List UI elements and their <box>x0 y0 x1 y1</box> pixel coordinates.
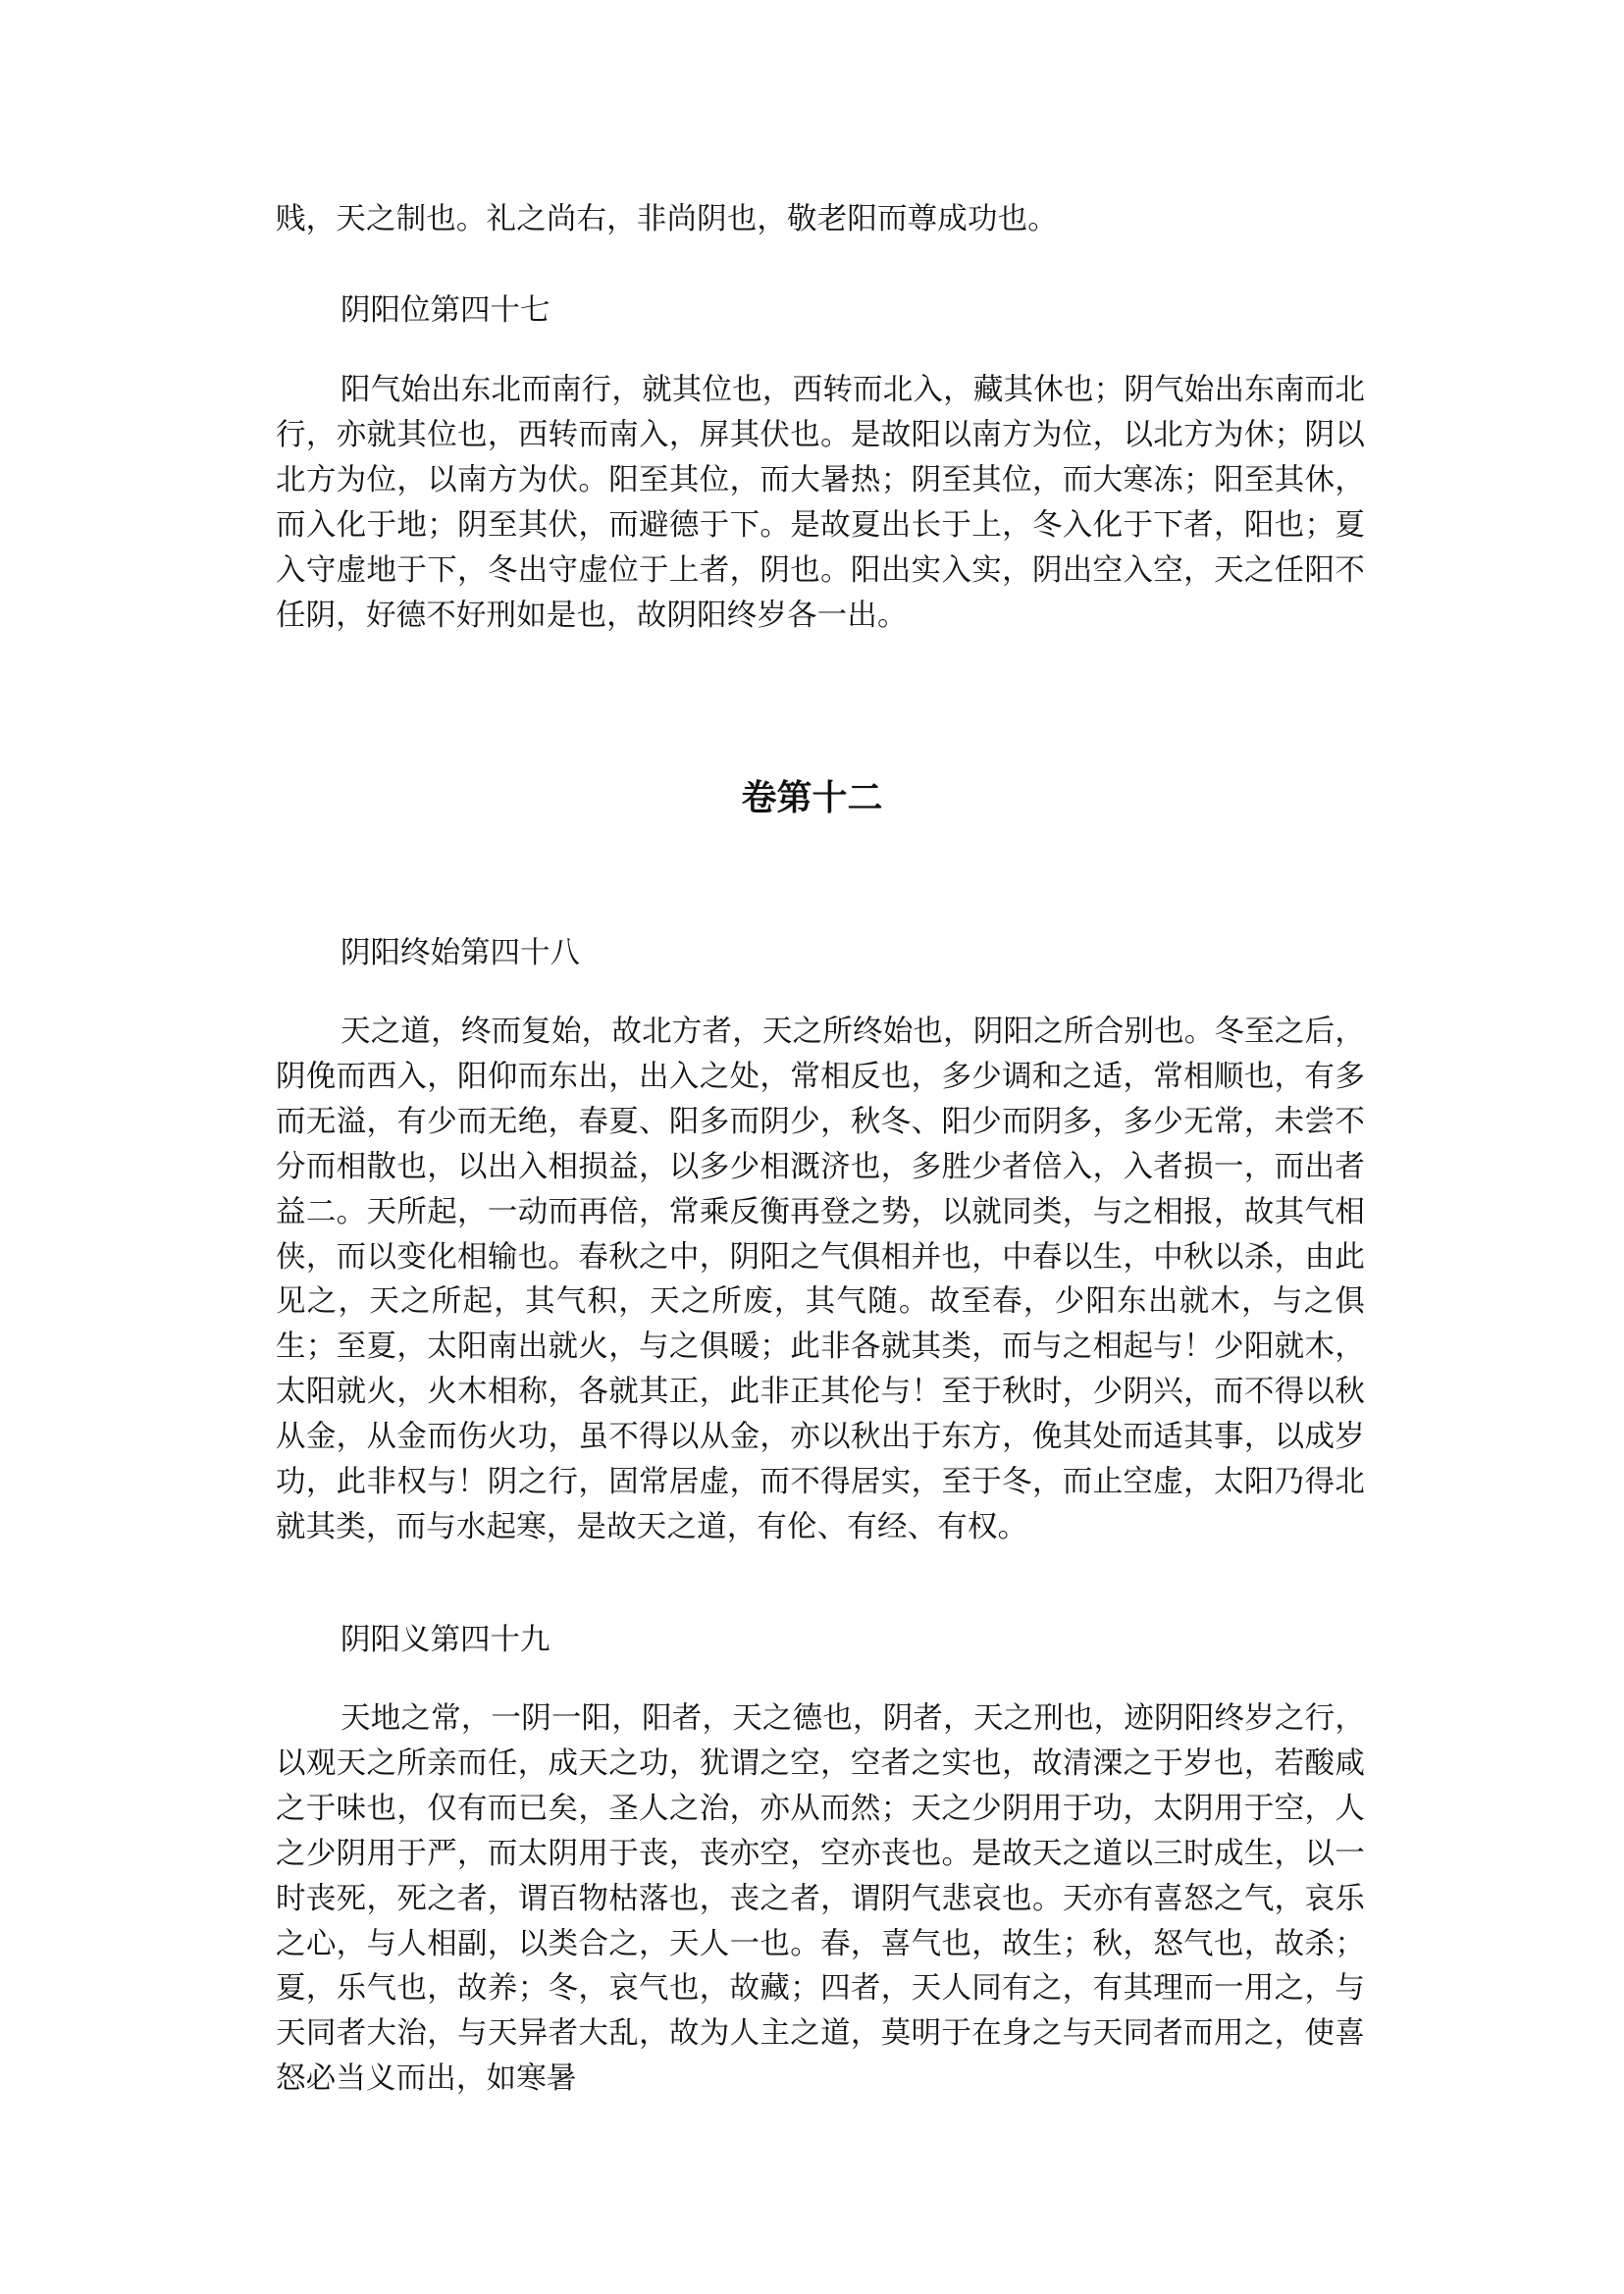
continued-paragraph-block <box>276 197 1365 242</box>
section-body-48: 天之道，终而复始，故北方者，天之所终始也，阴阳之所合别也。冬至之后，阴俛而西入，阳仰而东出，出入之处，常相反也，多少调和之适，常相顺也，有多而无溢，有少而无绝，春夏、阳多而阴少，秋冬、阳少而阴多，多少无常，未尝不分而相散也，以出入相损益，以多少相溉济也，多胜少者倍入，入者损一，而出者益二。天所起，一动而再倍，常乘反衡再登之势，以就同类，与之相报，故其气相侠，而以变化相输也。春秋之中，阴阳之气俱相并也，中春以生，中秋以杀，由此见之，天之所起，其气积，天之所废，其气随。故至春，少阳东出就木，与之俱生；至夏，太阳南出就火，与之俱暖；此非各就其类，而与之相起与！少阳就木，太阳就火，火木相称，各就其正，此非正其伦与！至于秋时，少阴兴，而不得以秋从金，从金而伤火功，虽不得以从金，亦以秋出于东方，俛其处而适其事，以成岁功，此非权与！阴之行，固常居虚，而不得居实，至于冬，而止空虚，太阳乃得北就其类，而与水起寒，是故天之道，有伦、有经、有权。 <box>276 1015 1365 1544</box>
section-title-49: 阴阳义第四十九 <box>341 1623 550 1657</box>
section-49-body-block <box>276 1696 1365 2102</box>
continued-paragraph: 贱，天之制也。礼之尚右，非尚阴也，敬老阳而尊成功也。 <box>276 202 1058 236</box>
section-title-48: 阴阳终始第四十八 <box>341 936 580 970</box>
section-body-47: 阳气始出东北而南行，就其位也，西转而北入，藏其休也；阴气始出东南而北行，亦就其位也，西转而南入，屏其伏也。是故阳以南方为位，以北方为休；阴以北方为位，以南方为伏。阳至其位，而大暑热；阴至其位，而大寒冻；阳至其休，而入化于地；阴至其伏，而避德于下。是故夏出长于上，冬入化于下者，阳也；夏入守虚地于下，冬出守虚位于上者，阴也。阳出实入实，阴出空入空，天之任阳不任阴，好德不好刑如是也，故阴阳终岁各一出。 <box>276 373 1365 633</box>
section-47-body-block <box>276 368 1365 638</box>
section-48-title-block <box>276 931 1365 976</box>
section-48-body-block <box>276 1010 1365 1550</box>
section-body-49: 天地之常，一阴一阳，阳者，天之德也，阴者，天之刑也，迹阴阳终岁之行，以观天之所亲而任，成天之功，犹谓之空，空者之实也，故清溧之于岁也，若酸咸之于味也，仅有而已矣，圣人之治，亦从而然；天之少阴用于功，太阴用于空，人之少阴用于严，而太阴用于丧，丧亦空，空亦丧也。是故天之道以三时成生，以一时丧死，死之者，谓百物枯落也，丧之者，谓阴气悲哀也。天亦有喜怒之气，哀乐之心，与人相副，以类合之，天人一也。春，喜气也，故生；秋，怒气也，故杀；夏，乐气也，故养；冬，哀气也，故藏；四者，天人同有之，有其理而一用之，与天同者大治，与天异者大乱，故为人主之道，莫明于在身之与天同者而用之，使喜怒必当义而出，如寒暑 <box>276 1701 1365 2097</box>
chapter-title: 卷第十二 <box>741 778 883 818</box>
section-title-47: 阴阳位第四十七 <box>341 293 550 328</box>
section-49-title-block <box>276 1618 1365 1663</box>
section-47-title-block <box>276 288 1365 334</box>
